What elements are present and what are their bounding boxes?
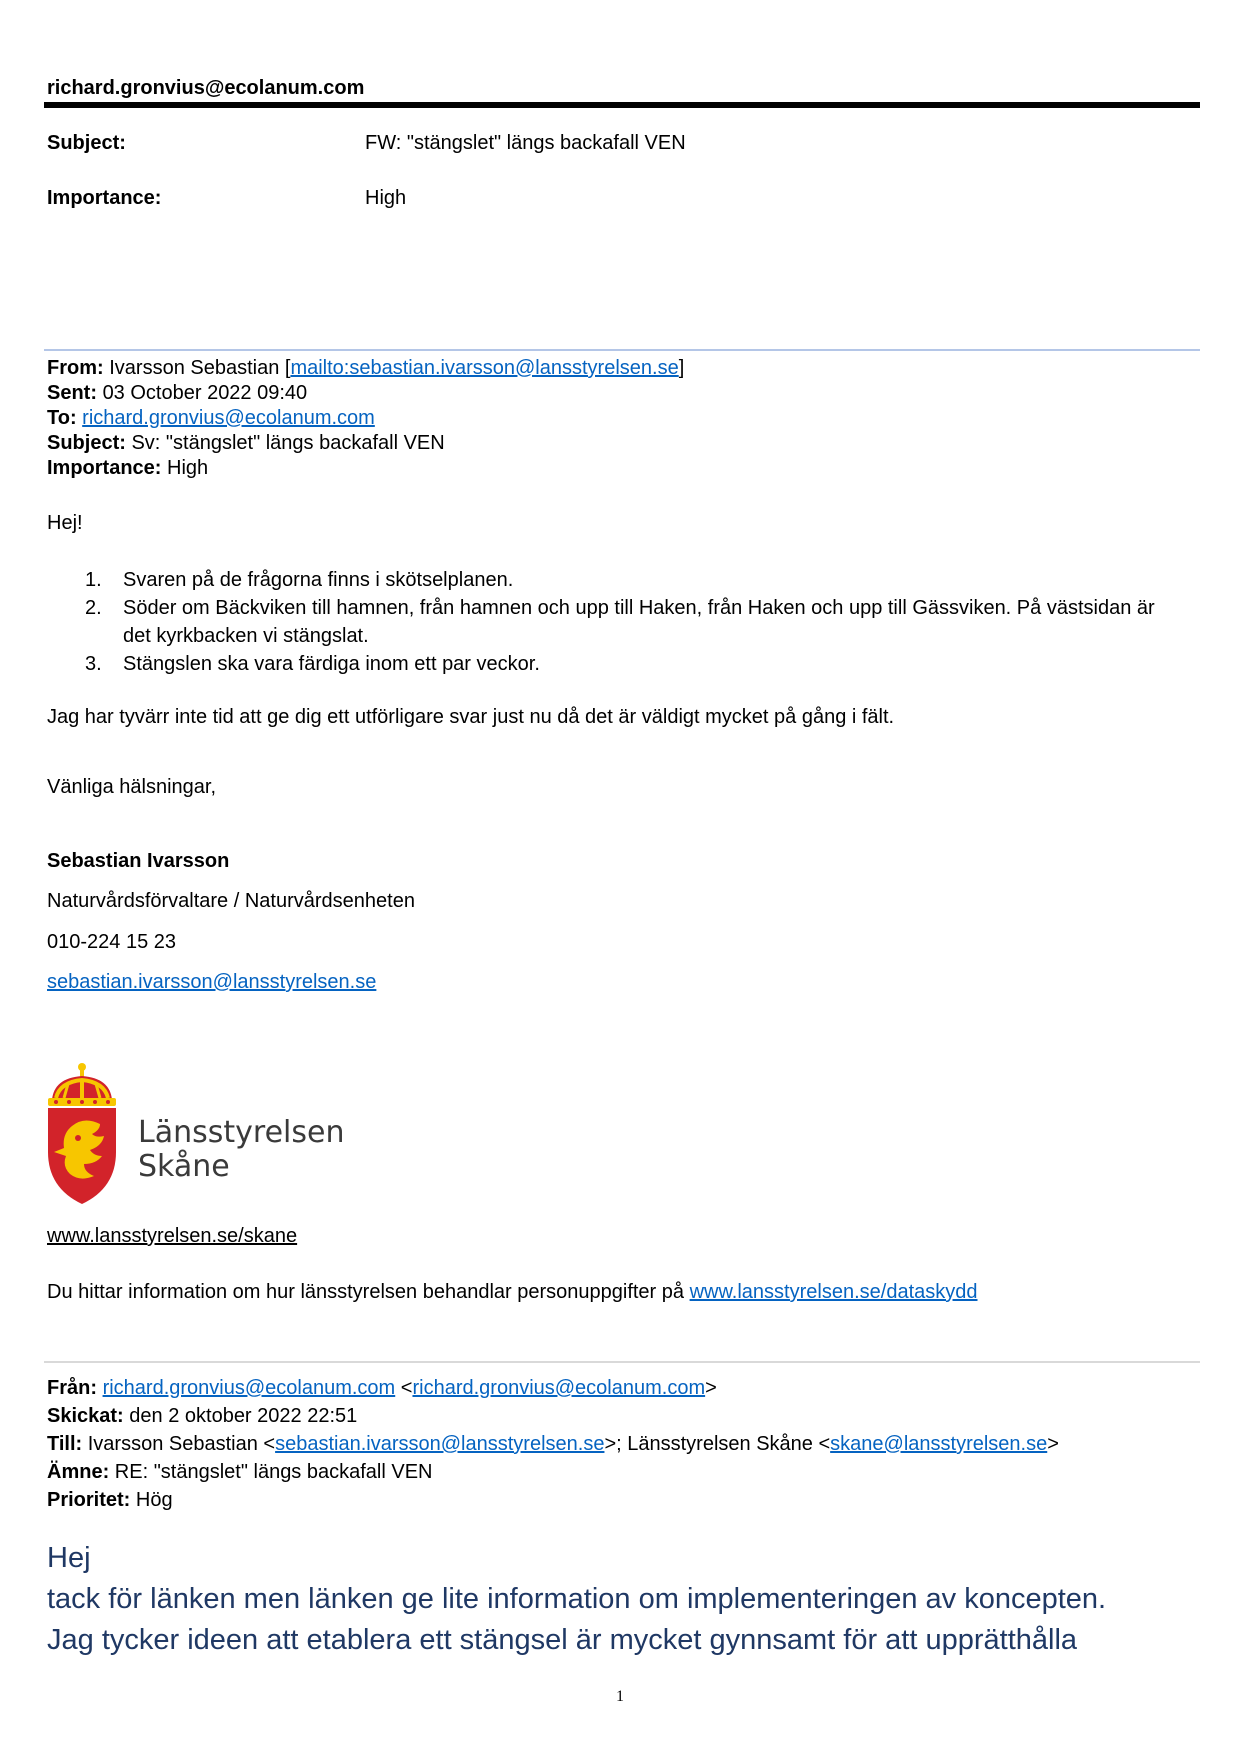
amne-label: Ämne:	[47, 1461, 110, 1483]
importance-value-2: High	[167, 457, 209, 479]
list-item-number: 3.	[85, 653, 102, 675]
privacy-link[interactable]: www.lansstyrelsen.se/dataskydd	[689, 1281, 978, 1303]
till-name1: Ivarsson Sebastian <	[87, 1433, 276, 1455]
fran-email-link-2[interactable]: richard.gronvius@ecolanum.com	[412, 1377, 706, 1399]
importance-label-2: Importance:	[47, 457, 162, 479]
message2-line1: Hej	[47, 1542, 91, 1574]
signature-phone: 010-224 15 23	[47, 931, 177, 953]
subject-value-2: Sv: "stängslet" längs backafall VEN	[131, 432, 445, 454]
list-item-number: 1.	[85, 569, 102, 591]
to-email-link[interactable]: richard.gronvius@ecolanum.com	[82, 407, 375, 429]
signature-name: Sebastian Ivarsson	[47, 850, 230, 872]
importance-value: High	[365, 187, 407, 209]
sent-value: 03 October 2022 09:40	[102, 382, 308, 404]
list-item-text: Stängslen ska vara färdiga inom ett par veckor.	[123, 653, 540, 675]
forward2-subject-line	[47, 1461, 432, 1484]
forward1-importance-line	[47, 457, 208, 480]
greeting: Hej!	[47, 512, 83, 534]
signature-title: Naturvårdsförvaltare / Naturvårdsenheten	[47, 890, 415, 912]
from-close: ]	[678, 357, 685, 379]
privacy-text: Du hittar information om hur länsstyrelsen behandlar personuppgifter på	[47, 1281, 690, 1303]
logo-line1-text: Länsstyrelsen	[138, 1115, 344, 1150]
header-divider	[44, 102, 1200, 108]
from-mailto-link[interactable]: mailto:sebastian.ivarsson@lansstyrelsen.se	[290, 357, 679, 379]
skickat-value: den 2 oktober 2022 22:51	[129, 1405, 358, 1427]
logo-line2-text: Skåne	[138, 1149, 230, 1184]
till-sep: >; Länsstyrelsen Skåne <	[604, 1433, 831, 1455]
forward2-to-line	[47, 1433, 1059, 1456]
forward2-from-line	[47, 1377, 717, 1400]
forward1-sent-line	[47, 382, 307, 405]
forward2-divider	[44, 1361, 1200, 1363]
list-item-text: Svaren på de frågorna finns i skötselplanen.	[123, 569, 514, 591]
message2-line3: Jag tycker ideen att etablera ett stängsel är mycket gynnsamt för att upprätthålla	[47, 1624, 1078, 1656]
prioritet-value: Hög	[135, 1489, 173, 1511]
message-paragraph: Jag har tyvärr inte tid att ge dig ett utförligare svar just nu då det är väldigt mycket på gång i fält.	[47, 706, 895, 728]
till-label: Till:	[47, 1433, 83, 1455]
list-item	[47, 566, 1197, 594]
forward-divider	[44, 349, 1200, 351]
answer-list	[47, 566, 1197, 678]
to-label: To:	[47, 407, 77, 429]
forward2-priority-line	[47, 1489, 173, 1512]
sender-email-header: richard.gronvius@ecolanum.com	[47, 77, 365, 99]
fran-label: Från:	[47, 1377, 97, 1399]
list-item	[47, 650, 1197, 678]
signature-email-link[interactable]: sebastian.ivarsson@lansstyrelsen.se	[47, 971, 377, 993]
list-item-number: 2.	[85, 597, 102, 619]
fran-email-link[interactable]: richard.gronvius@ecolanum.com	[102, 1377, 396, 1399]
forward1-to-line	[47, 407, 375, 430]
privacy-line	[47, 1281, 978, 1304]
forward1-from-line	[47, 357, 684, 380]
message2-line2: tack för länken men länken ge lite information om implementeringen av koncepten.	[47, 1583, 1107, 1615]
forward2-sent-line	[47, 1405, 357, 1428]
till-email-link-2[interactable]: skane@lansstyrelsen.se	[830, 1433, 1048, 1455]
subject-label-2: Subject:	[47, 432, 126, 454]
subject-value: FW: "stängslet" längs backafall VEN	[365, 132, 686, 154]
importance-label: Importance:	[47, 187, 162, 209]
crest-icon	[44, 1060, 344, 1210]
from-label: From:	[47, 357, 104, 379]
list-item	[47, 594, 1197, 650]
crown-icon	[48, 1063, 116, 1106]
lansstyrelsen-logo	[44, 1060, 344, 1210]
till-email-link-1[interactable]: sebastian.ivarsson@lansstyrelsen.se	[275, 1433, 605, 1455]
amne-value: RE: "stängslet" längs backafall VEN	[114, 1461, 433, 1483]
list-item-text: Söder om Bäckviken till hamnen, från hamnen och upp till Haken, från Haken och upp till Gässviken. På västsidan är det kyrkbacken vi stängslat.	[123, 597, 1155, 647]
closing: Vänliga hälsningar,	[47, 776, 217, 798]
from-name: Ivarsson Sebastian [	[109, 357, 291, 379]
fran-gt: >	[705, 1377, 717, 1399]
skickat-label: Skickat:	[47, 1405, 124, 1427]
website-link[interactable]: www.lansstyrelsen.se/skane	[47, 1225, 298, 1247]
fran-lt: <	[395, 1377, 413, 1399]
prioritet-label: Prioritet:	[47, 1489, 131, 1511]
page-number: 1	[616, 1688, 624, 1705]
till-end: >	[1047, 1433, 1059, 1455]
subject-label: Subject:	[47, 132, 126, 154]
sent-label: Sent:	[47, 382, 97, 404]
forward1-subject-line	[47, 432, 445, 455]
